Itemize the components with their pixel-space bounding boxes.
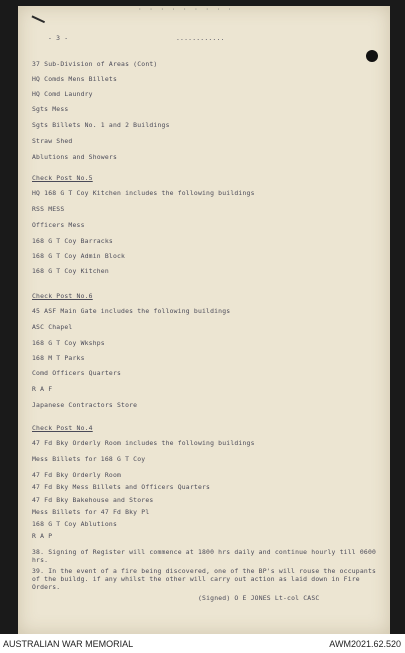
- doc-line: R A F: [32, 385, 53, 393]
- doc-line: Comd Officers Quarters: [32, 369, 122, 377]
- section-heading: Check Post No.4: [32, 424, 93, 432]
- footer-bar: [0, 634, 405, 653]
- doc-line: R A P: [32, 532, 53, 540]
- doc-line: 168 M T Parks: [32, 354, 85, 362]
- doc-line: 168 G T Coy Ablutions: [32, 520, 117, 528]
- paragraph-39: 39. In the event of a fire being discovered, one of the BP's will rouse the occupants of the buildg. if any whilst the other will carry out action as laid down in Fire Orders.: [32, 567, 381, 591]
- doc-line: Sgts Billets No. 1 and 2 Buildings: [32, 121, 170, 129]
- top-stamp: · · · · · · · · ·: [138, 6, 234, 13]
- doc-line: 47 Fd Bky Bakehouse and Stores: [32, 496, 154, 504]
- paragraph-38: 38. Signing of Register will commence at 1800 hrs daily and continue hourly till 0600 hrs.: [32, 548, 381, 564]
- doc-line: Ablutions and Showers: [32, 153, 117, 161]
- doc-line: 47 Fd Bky Orderly Room includes the following buildings: [32, 439, 255, 447]
- document-page: [18, 6, 390, 634]
- dotted-mark: ............: [176, 34, 225, 42]
- doc-line: RSS MESS: [32, 205, 65, 213]
- page-number: - 3 -: [48, 34, 69, 42]
- doc-line: 37 Sub-Division of Areas (Cont): [32, 60, 158, 68]
- doc-line: Officers Mess: [32, 221, 85, 229]
- doc-line: HQ 168 G T Coy Kitchen includes the following buildings: [32, 189, 255, 197]
- doc-line: 168 G T Coy Admin Block: [32, 252, 126, 260]
- doc-line: Mess Billets for 168 G T Coy: [32, 455, 146, 463]
- doc-line: HQ Comd Laundry: [32, 90, 93, 98]
- footer-left-text: AUSTRALIAN WAR MEMORIAL: [3, 639, 134, 649]
- doc-line: 45 ASF Main Gate includes the following buildings: [32, 307, 231, 315]
- signature-line: (Signed) O E JONES Lt-col CASC: [198, 594, 320, 602]
- doc-line: Mess Billets for 47 Fd Bky Pl: [32, 508, 150, 516]
- doc-line: 168 G T Coy Barracks: [32, 237, 113, 245]
- doc-line: 168 G T Coy Wkshps: [32, 339, 105, 347]
- doc-line: 47 Fd Bky Orderly Room: [32, 471, 122, 479]
- footer-right-text: AWM2021.62.520: [329, 639, 401, 649]
- doc-line: 47 Fd Bky Mess Billets and Officers Quarters: [32, 483, 211, 491]
- corner-mark: [29, 15, 45, 28]
- doc-line: Japanese Contractors Store: [32, 401, 138, 409]
- section-heading: Check Post No.5: [32, 174, 93, 182]
- section-heading: Check Post No.6: [32, 292, 93, 300]
- doc-line: ASC Chapel: [32, 323, 73, 331]
- doc-line: HQ Comds Mens Billets: [32, 75, 117, 83]
- doc-line: Straw Shed: [32, 137, 73, 145]
- doc-line: Sgts Mess: [32, 105, 69, 113]
- doc-line: 168 G T Coy Kitchen: [32, 267, 109, 275]
